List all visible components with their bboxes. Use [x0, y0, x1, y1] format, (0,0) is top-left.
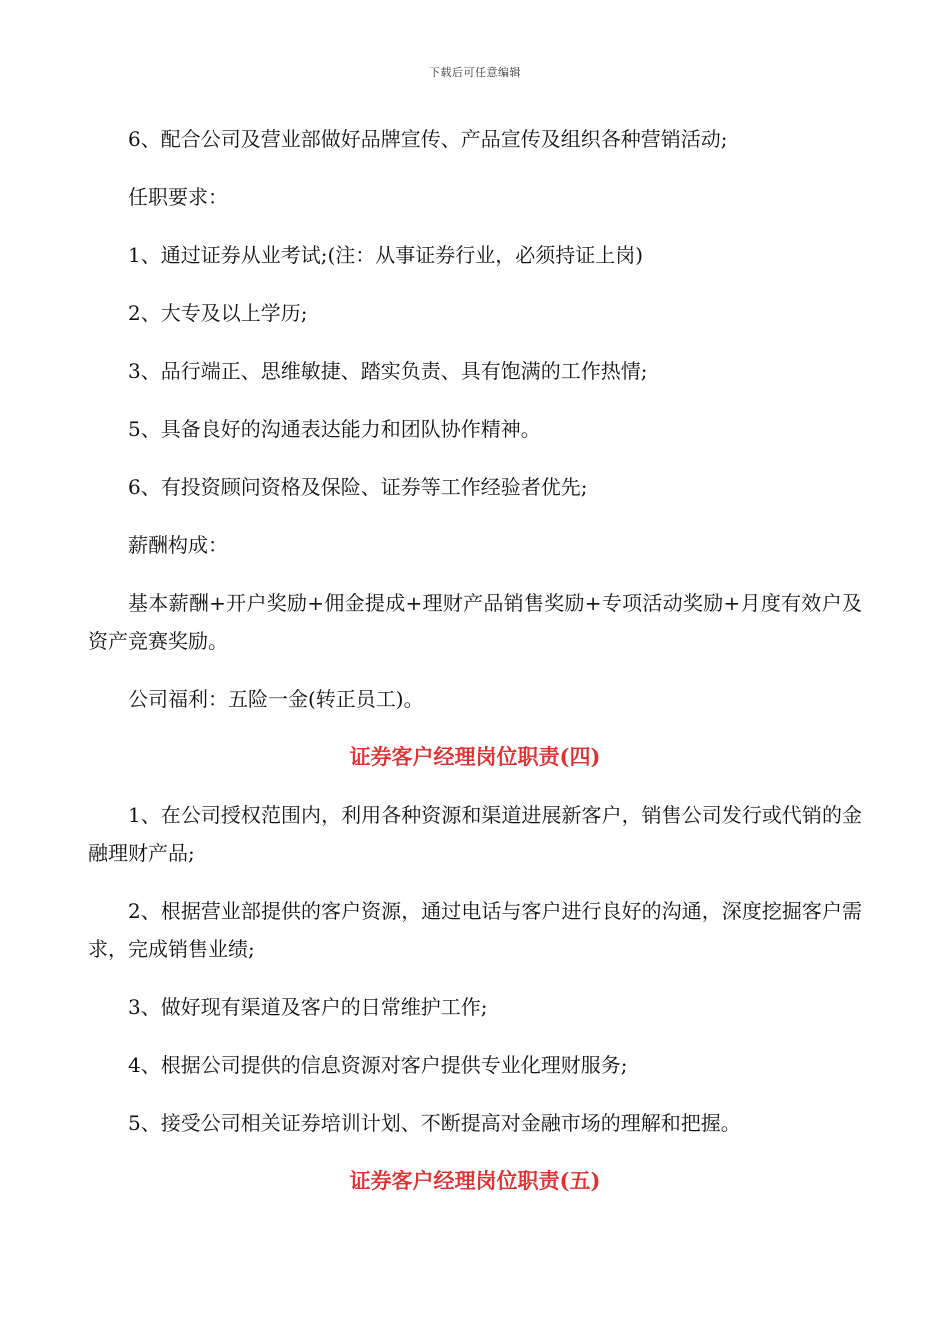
paragraph: 6、有投资顾问资格及保险、证券等工作经验者优先; [128, 475, 588, 499]
section-label-salary: 薪酬构成： [128, 533, 228, 557]
paragraph: 基本薪酬+开户奖励+佣金提成+理财产品销售奖励+专项活动奖励+月度有效户及资产竞赛奖励。 [88, 591, 862, 653]
paragraph: 3、做好现有渠道及客户的日常维护工作; [128, 995, 488, 1019]
paragraph: 2、根据营业部提供的客户资源，通过电话与客户进行良好的沟通，深度挖掘客户需求，完成销售业绩; [88, 899, 862, 961]
section-heading-4: 证券客户经理岗位职责(四) [349, 744, 601, 769]
paragraph: 1、通过证券从业考试;(注：从事证券行业，必须持证上岗) [128, 243, 644, 267]
page-header: 下载后可任意编辑 [429, 66, 521, 79]
section-heading-5: 证券客户经理岗位职责(五) [349, 1168, 601, 1193]
document-body [88, 120, 862, 1220]
paragraph: 5、具备良好的沟通表达能力和团队协作精神。 [128, 417, 541, 441]
paragraph: 2、大专及以上学历; [128, 301, 308, 325]
paragraph: 公司福利：五险一金(转正员工)。 [128, 687, 424, 711]
paragraph: 1、在公司授权范围内，利用各种资源和渠道进展新客户，销售公司发行或代销的金融理财产品; [88, 803, 862, 865]
paragraph: 6、配合公司及营业部做好品牌宣传、产品宣传及组织各种营销活动; [128, 127, 728, 151]
paragraph: 4、根据公司提供的信息资源对客户提供专业化理财服务; [128, 1053, 628, 1077]
paragraph: 5、接受公司相关证券培训计划、不断提高对金融市场的理解和把握。 [128, 1111, 741, 1135]
section-label-requirements: 任职要求： [128, 185, 228, 209]
paragraph: 3、品行端正、思维敏捷、踏实负责、具有饱满的工作热情; [128, 359, 648, 383]
